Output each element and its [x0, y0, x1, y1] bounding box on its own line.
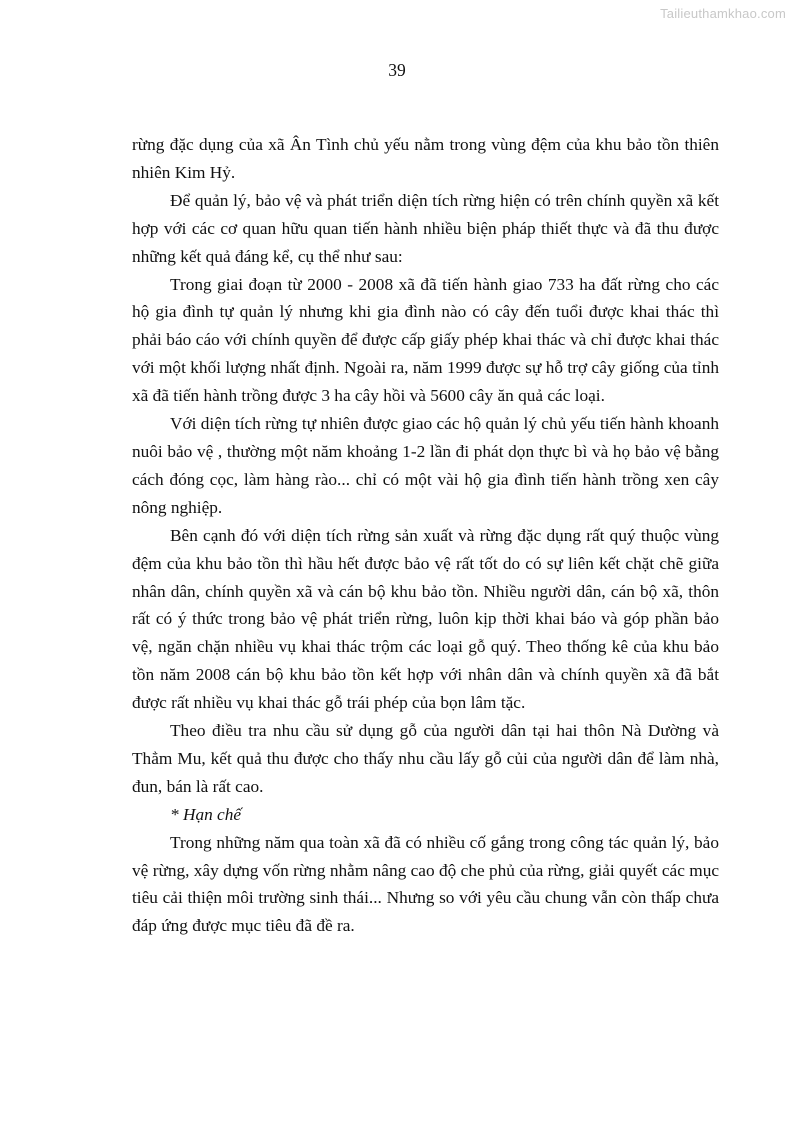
- section-heading-limitations: * Hạn chế: [170, 804, 242, 824]
- paragraph: Trong giai đoạn từ 2000 - 2008 xã đã tiến hành giao 733 ha đất rừng cho các hộ gia đình tự quản lý nhưng khi gia đình nào có cây đến tuổi được khai thác thì phải báo cáo với chính quyền để được cấp giấy phép khai thác và chỉ được khai thác với một khối lượng nhất định. Ngoài ra, năm 1999 được sự hỗ trợ cây giống của tỉnh xã đã tiến hành trồng được 3 ha cây hồi và 5600 cây ăn quả các loại.: [132, 274, 719, 406]
- paragraph: Bên cạnh đó với diện tích rừng sản xuất và rừng đặc dụng rất quý thuộc vùng đệm của khu bảo tồn thì hầu hết được bảo vệ rất tốt do có sự liên kết chặt chẽ giữa nhân dân, chính quyền xã và cán bộ khu bảo tồn. Nhiều người dân, cán bộ xã, thôn rất có ý thức trong bảo vệ phát triển rừng, luôn kịp thời khai báo và góp phần bảo vệ, ngăn chặn nhiều vụ khai thác trộm các loại gỗ quý. Theo thống kê của khu bảo tồn năm 2008 cán bộ khu bảo tồn kết hợp với nhân dân và chính quyền xã đã bắt được rất nhiều vụ khai thác gỗ trái phép của bọn lâm tặc.: [132, 525, 719, 713]
- paragraph: Theo điều tra nhu cầu sử dụng gỗ của người dân tại hai thôn Nà Dường và Thẳm Mu, kết quả thu được cho thấy nhu cầu lấy gỗ củi của người dân để làm nhà, đun, bán là rất cao.: [132, 721, 719, 796]
- document-body: [132, 131, 719, 940]
- paragraph: Trong những năm qua toàn xã đã có nhiều cố gắng trong công tác quản lý, bảo vệ rừng, xây dựng vốn rừng nhằm nâng cao độ che phủ của rừng, giải quyết các mục tiêu cải thiện môi trường sinh thái... Nhưng so với yêu cầu chung vẫn còn thấp chưa đáp ứng được mục tiêu đã đề ra.: [132, 832, 719, 936]
- paragraph: Để quản lý, bảo vệ và phát triển diện tích rừng hiện có trên chính quyền xã kết hợp với các cơ quan hữu quan tiến hành nhiều biện pháp thiết thực và đã thu được những kết quả đáng kể, cụ thể như sau:: [132, 190, 719, 266]
- watermark-text: Tailieuthamkhao.com: [660, 6, 786, 21]
- page-number: 39: [388, 60, 406, 80]
- paragraph-continuation: rừng đặc dụng của xã Ân Tình chủ yếu nằm trong vùng đệm của khu bảo tồn thiên nhiên Kim Hỷ.: [132, 135, 719, 182]
- paragraph: Với diện tích rừng tự nhiên được giao các hộ quản lý chủ yếu tiến hành khoanh nuôi bảo vệ , thường một năm khoảng 1-2 lần đi phát dọn thực bì và họ bảo vệ bằng cách đóng cọc, làm hàng rào... chỉ có một vài hộ gia đình tiến hành trồng xen cây nông nghiệp.: [132, 414, 719, 517]
